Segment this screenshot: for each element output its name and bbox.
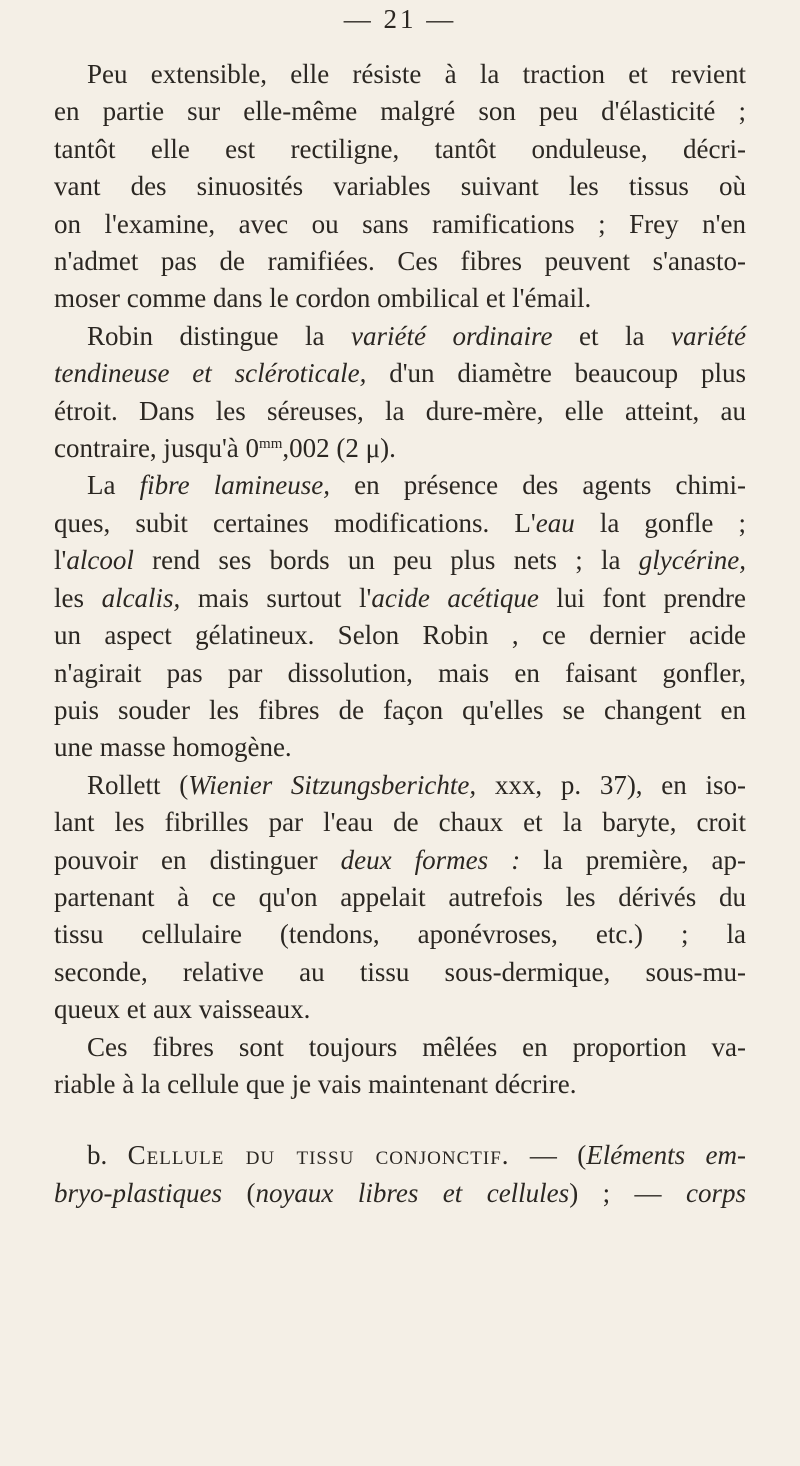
page-number: — 21 — bbox=[343, 4, 457, 34]
section-heading-cellule bbox=[54, 1137, 746, 1212]
text-line: un aspect gélatineux. Selon Robin , ce dernier acide bbox=[54, 620, 746, 651]
text-line: pouvoir en distinguer deux formes : la première, ap- bbox=[54, 844, 746, 875]
text-line: tantôt elle est rectiligne, tantôt onduleuse, décri- bbox=[54, 133, 746, 164]
paragraph-5 bbox=[54, 1029, 746, 1104]
text-line: puis souder les fibres de façon qu'elles se changent en bbox=[54, 694, 746, 725]
text-line: en partie sur elle-même malgré son peu d'élasticité ; bbox=[54, 96, 746, 127]
text-line: b. Cellule du tissu conjonctif. — (Eléments em- bbox=[87, 1140, 746, 1171]
text-line: partenant à ce qu'on appelait autrefois les dérivés du bbox=[54, 881, 746, 912]
text-line: l'alcool rend ses bords un peu plus nets ; la glycérine, bbox=[54, 545, 746, 576]
body-text bbox=[54, 56, 746, 1212]
text-line: queux et aux vaisseaux. bbox=[54, 994, 311, 1025]
text-line: La fibre lamineuse, en présence des agents chimi- bbox=[87, 470, 746, 501]
text-line: bryo-plastiques (noyaux libres et cellules) ; — corps bbox=[54, 1177, 746, 1208]
text-line: n'admet pas de ramifiées. Ces fibres peuvent s'anasto- bbox=[54, 246, 746, 277]
paragraph-2 bbox=[54, 318, 746, 468]
paragraph-4 bbox=[54, 767, 746, 1029]
text-line: les alcalis, mais surtout l'acide acétique lui font prendre bbox=[54, 582, 746, 613]
text-line: lant les fibrilles par l'eau de chaux et la baryte, croit bbox=[54, 807, 746, 838]
text-line: une masse homogène. bbox=[54, 732, 292, 763]
text-line: Ces fibres sont toujours mêlées en proportion va- bbox=[87, 1031, 746, 1062]
text-line: on l'examine, avec ou sans ramifications ; Frey n'en bbox=[54, 208, 746, 239]
text-line: contraire, jusqu'à $0^{mm},002$ (2 μ). bbox=[54, 433, 396, 464]
text-line: étroit. Dans les séreuses, la dure-mère, elle atteint, au bbox=[54, 395, 746, 426]
text-line: Peu extensible, elle résiste à la traction et revient bbox=[87, 59, 746, 89]
paragraph-1 bbox=[54, 56, 746, 318]
text-line: riable à la cellule que je vais maintenant décrire. bbox=[54, 1068, 577, 1099]
text-line: moser comme dans le cordon ombilical et l'émail. bbox=[54, 283, 592, 314]
section-gap bbox=[54, 1103, 746, 1137]
text-line: Robin distingue la variété ordinaire et la variété bbox=[87, 320, 746, 351]
text-line: n'agirait pas par dissolution, mais en faisant gonfler, bbox=[54, 657, 746, 688]
text-line: vant des sinuosités variables suivant les tissus où bbox=[54, 171, 746, 202]
paragraph-3 bbox=[54, 467, 746, 766]
text-line: tendineuse et scléroticale, d'un diamètre beaucoup plus bbox=[54, 358, 746, 389]
text-line: ques, subit certaines modifications. L'eau la gonfle ; bbox=[54, 507, 746, 538]
text-line: seconde, relative au tissu sous-dermique, sous-mu- bbox=[54, 956, 746, 987]
text-line: Rollett (Wienier Sitzungsberichte, xxx, p. 37), en iso- bbox=[87, 769, 746, 800]
text-line: tissu cellulaire (tendons, aponévroses, etc.) ; la bbox=[54, 919, 746, 950]
